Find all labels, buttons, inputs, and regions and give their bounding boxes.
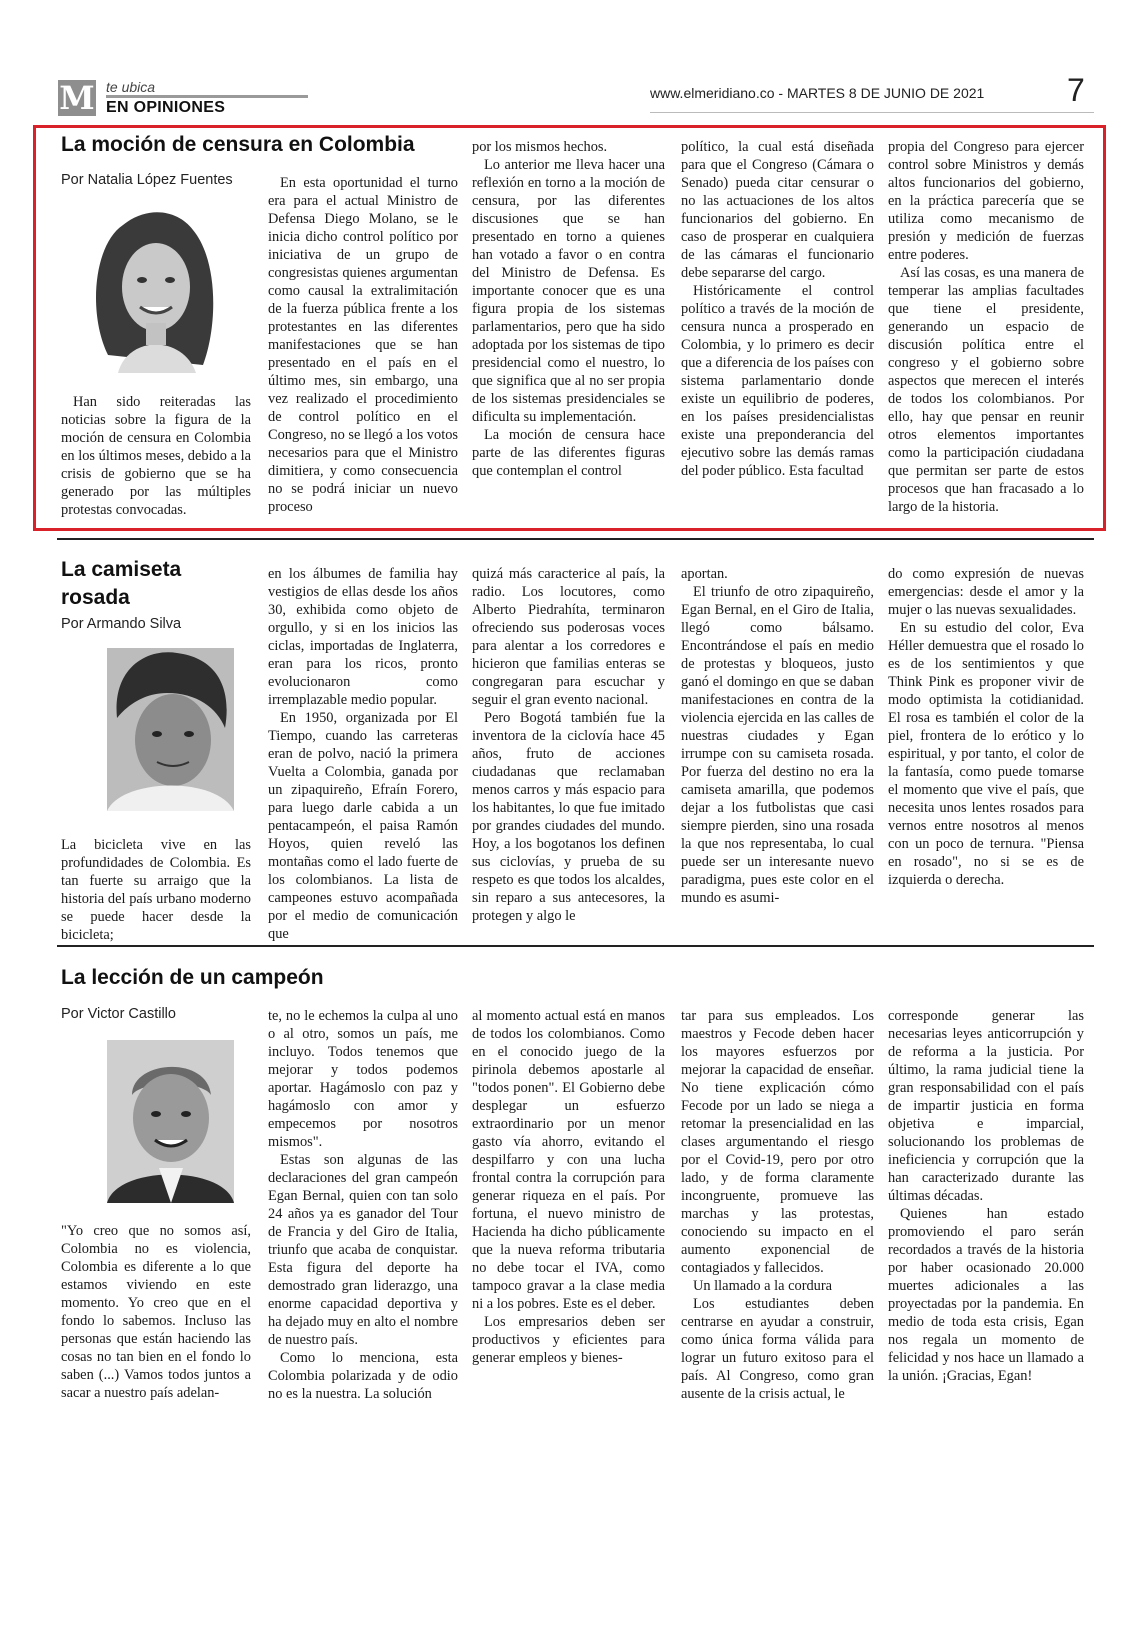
article-paragraph: Quienes han estado promoviendo el paro serán recordados a través de la historia por haber ocasionado 20.000 muertes adicionales a las proyectadas por la pandemia. En medio de toda esta crisis, Egan nos regala un momento de felicidad y nos hace un llamado a la unión. ¡Gracias, Egan!: [888, 1206, 1084, 1384]
article-separator: [57, 945, 1094, 947]
article-separator: [57, 538, 1094, 540]
article-paragraph: corresponde generar las necesarias leyes anticorrupción y de reforma a la justicia. Por último, la rama judicial tiene la gran responsabilidad con el país de impartir justicia en forma objetiva e imparcial, solucionando los problemas de ineficiencia y corrupción que la han caracterizado durante las últimas décadas.: [888, 1008, 1084, 1204]
article-paragraph: do como expresión de nuevas emergencias: desde el amor y la mujer o las nuevas sexualidades.: [888, 566, 1084, 618]
article-paragraph: Lo anterior me lleva hacer una reflexión en torno a la moción de censura, por las diferentes discusiones que se han presentado en torno a quienes han votado a favor o en contra del Ministro de Defensa. Es importante conocer que es una figura propia de los sistemas parlamentarios, pero que ha sido adoptada por los sistemas de tipo presidencial como el nuestro, lo que significa que al no ser propia de los sistemas presidenciales se dificulta su implementación.: [472, 157, 665, 425]
article-paragraph: por los mismos hechos.: [472, 139, 608, 155]
article-paragraph: te, no le echemos la culpa al uno o al otro, somos un país, me incluyo. Todos tenemos que mejorar y todos podemos aportar. Hagámoslo con paz y hagámoslo con amor y empecemos por nosotros mismos".: [268, 1008, 458, 1150]
author-portrait-man-suit-icon: [107, 1040, 234, 1203]
article-paragraph: Estas son algunas de las declaraciones del gran campeón Egan Bernal, quien con tan solo 24 años ya es ganador del Tour de Francia y del Giro de Italia, triunfo que acaba de conquistar. Esta figura del deporte ha demostrado gran liderazgo, una enorme capacidad deportiva y ha dejado muy en alto el nombre de nuestro país.: [268, 1152, 458, 1348]
article-column-2: [268, 565, 458, 942]
article-paragraph: Así las cosas, es una manera de temperar las amplias facultades que tiene el presidente, generando un espacio de discusión política entre el congreso y el gobierno sobre aspectos que merecen el interés de todos los colombianos. Por ello, hay que pensar en reunir otros elementos importantes como la participación ciudadana que permitan ser parte de estos procesos que han fracasado a lo largo de la historia.: [888, 265, 1084, 515]
article-column-5: [888, 138, 1084, 524]
article-byline: Por Natalia López Fuentes: [61, 172, 233, 188]
article-title: La camiseta rosada: [61, 558, 182, 609]
article-paragraph: Los empresarios deben ser productivos y eficientes para generar empleos y bienes-: [472, 1314, 665, 1366]
dateline: www.elmeridiano.co - MARTES 8 DE JUNIO DE 2021: [650, 85, 985, 101]
article-column-4: [681, 565, 874, 932]
article-paragraph: tar para sus empleados. Los maestros y Fecode deben hacer los mayores esfuerzos por mejorar la capacidad de enseñar. No tiene explicación cómo Fecode por un lado se niega a retomar la presencialidad en las clases argumentando el riesgo por el Covid-19, pero por otro lado, y de forma claramente incongruente, promueve las marchas y las protestas, conociendo su impacto en el aumento exponencial de contagiados y fallecidos.: [681, 1008, 874, 1276]
article-title: La moción de censura en Colombia: [61, 133, 415, 156]
article-paragraph: Los estudiantes deben centrarse en ayudar a construir, como única forma válida para lograr un futuro exitoso para el país. Al Congreso, como gran ausente de la crisis actual, le: [681, 1296, 874, 1402]
article-column-3: [472, 138, 665, 524]
article-column-5: [888, 565, 1084, 932]
author-portrait-man-curly-hair-icon: [107, 648, 234, 811]
article-paragraph: al momento actual está en manos de todos los colombianos. Como en el conocido juego de la pirinola debemos apostarle al "todos ponen". El Gobierno debe desplegar un esfuerzo extraordinario por un menor gasto vía ahorro, evitando el despilfarro y con una lucha frontal contra la corrupción para generar riqueza en el país. Por fortuna, el nuevo ministro de Hacienda ha dicho públicamente que la nueva reforma tributaria no debe tocar el IVA, como tampoco gravar a la clase media ni a los pobres. Este es el deber.: [472, 1008, 665, 1312]
masthead-tagline: te ubica: [106, 79, 156, 95]
article-column-5: [888, 1007, 1084, 1398]
article-paragraph: "Yo creo que no somos así, Colombia no es violencia, Colombia es diferente a lo que estamos viviendo en este momento. Yo creo que en el fondo lo sabemos. Incluso las personas que están haciendo las cosas no tan bien en el fondo lo saben (...) Vamos todos juntos a sacar a nuestro país adelan-: [61, 1223, 251, 1401]
newspaper-logo: M: [59, 79, 95, 117]
author-portrait-woman-icon: [78, 205, 231, 373]
article-paragraph: quizá más caracterice al país, la radio. Los locutores, como Alberto Piedrahíta, terminaron ofreciendo sus poderosas voces para alentar a los corredores e hicieron que familias enteras se congregaran para escuchar y seguir el gran evento nacional.: [472, 566, 665, 708]
masthead-rule: [106, 95, 308, 98]
article-column-4: [681, 138, 874, 524]
article-byline: Por Armando Silva: [61, 616, 182, 632]
article-paragraph: En 1950, organizada por El Tiempo, cuando las carreteras eran de polvo, nació la primera Vuelta a Colombia, ganada por un zipaquireño, Efraín Forero, para luego darle cabida a un pentacampeón, el paisa Ramón Hoyos, quien reveló las montañas como el lado fuerte de los colombianos. La lista de campeones estuvo acompañada por el medio de comunicación que: [268, 710, 458, 942]
article-paragraph: aportan.: [681, 566, 728, 582]
article-column-1: [61, 1222, 251, 1401]
article-paragraph: El triunfo de otro zipaquireño, Egan Bernal, en el Giro de Italia, llegó como bálsamo. Encontrándose el país en medio de protestas y bloqueos, justo ganó el domingo en que se daban manifestaciones en contra de la violencia ejercida en las calles de nuestras ciudades y Egan irrumpe con su camiseta rosada. Por fuerza del destino no era la camiseta amarilla, que podemos dejar a los futbolistas que casi siempre pierden, sino una rosada la que nos representaba, lo cual puede ser un interesante nuevo paradigma, pues este color en el mundo es asumi-: [681, 584, 874, 906]
section-title: EN OPINIONES: [106, 99, 226, 116]
article-paragraph: Pero Bogotá también fue la inventora de la ciclovía hace 45 años, fruto de acciones ciudadanas que reclamaban menos carros y más espacio para los habitantes, lo que fue imitado por grandes ciudades del mundo. Hoy, a los bogotanos los definen sus ciclovías, y prueba de su respeto es que todos los alcaldes, sin reparo a sus antecesores, la protegen y algo le: [472, 710, 665, 924]
article-paragraph: La moción de censura hace parte de las diferentes figuras que contemplan el control: [472, 427, 665, 479]
article-paragraph: Como lo menciona, esta Colombia polarizada y de odio no es la nuestra. La solución: [268, 1350, 458, 1402]
article-byline: Por Victor Castillo: [61, 1006, 176, 1022]
article-column-1: [61, 836, 251, 943]
article-paragraph: Han sido reiteradas las noticias sobre la figura de la moción de censura en Colombia en los últimos meses, debido a la crisis de gobierno que se ha generado por las múltiples protestas convocadas.: [61, 394, 251, 518]
article-paragraph: La bicicleta vive en las profundidades de Colombia. Es tan fuerte su arraigo que la historia del país urbano moderno se puede hacer desde la bicicleta;: [61, 837, 251, 943]
article-paragraph: En su estudio del color, Eva Héller demuestra que el rosado lo es de los sentimientos y que Think Pink es proponer vivir de modo optimista la cotidianidad. El rosa es también el color de la piel, frontera de lo erótico y lo espiritual, y por tanto, el color de la fantasía, como puede tomarse el momento que vive el país, que necesita unos lentes rosados para vernos entre nosotros al menos con un poco de ternura. "Piensa en rosado", no si se es de izquierda o derecha.: [888, 620, 1084, 888]
article-column-1: [61, 393, 251, 523]
article-column-4: [681, 1007, 874, 1402]
article-subheading: Un llamado a la cordura: [693, 1278, 833, 1294]
dateline-rule: [650, 112, 1094, 113]
article-column-2: [268, 174, 458, 524]
article-title: La lección de un campeón: [61, 966, 324, 989]
article-paragraph: propia del Congreso para ejercer control sobre Ministros y demás altos funcionarios del gobierno, en la práctica parecería que se utiliza como mecanismo de presión y medición de fuerzas entre poderes.: [888, 139, 1084, 263]
article-paragraph: en los álbumes de familia hay vestigios de ellas desde los años 30, exhibida como objeto de orgullo, y si en los inicios las ciclas, importadas de Inglaterra, eran para los ricos, pronto evolucionaron como irremplazable medio popular.: [268, 566, 458, 708]
article-paragraph: En esta oportunidad el turno era para el actual Ministro de Defensa Diego Molano, se le inicia dicho control político por iniciativa de un grupo de congresistas quienes argumentan como causal la extralimitación de la fuerza pública frente a los protestantes en las diferentes manifestaciones que se han presentado en el país en el último mes, sin embargo, una vez realizado el procedimiento de control político en el Congreso, no se llegó a los votos necesarios para que el Ministro dimitiera, y como consecuencia no se podrá iniciar un nuevo proceso: [268, 175, 458, 515]
article-column-3: [472, 1007, 665, 1398]
article-paragraph: político, la cual está diseñada para que el Congreso (Cámara o Senado) pueda citar censurar o no las actuaciones de los altos funcionarios del gobierno. En caso de prosperar en cualquiera de las cámaras el funcionario debe separarse del cargo.: [681, 139, 874, 281]
article-column-3: [472, 565, 665, 932]
page-number: 7: [1067, 72, 1085, 108]
article-paragraph: Históricamente el control político a través de la moción de censura nunca a prosperado en Colombia, y lo primero es decir que a diferencia de los países con sistema parlamentario donde existe un equilibrio de poderes, en los países presidencialistas existe una preponderancia del ejecutivo sobre las demás ramas del poder público. Esta facultad: [681, 283, 874, 479]
article-column-2: [268, 1007, 458, 1402]
